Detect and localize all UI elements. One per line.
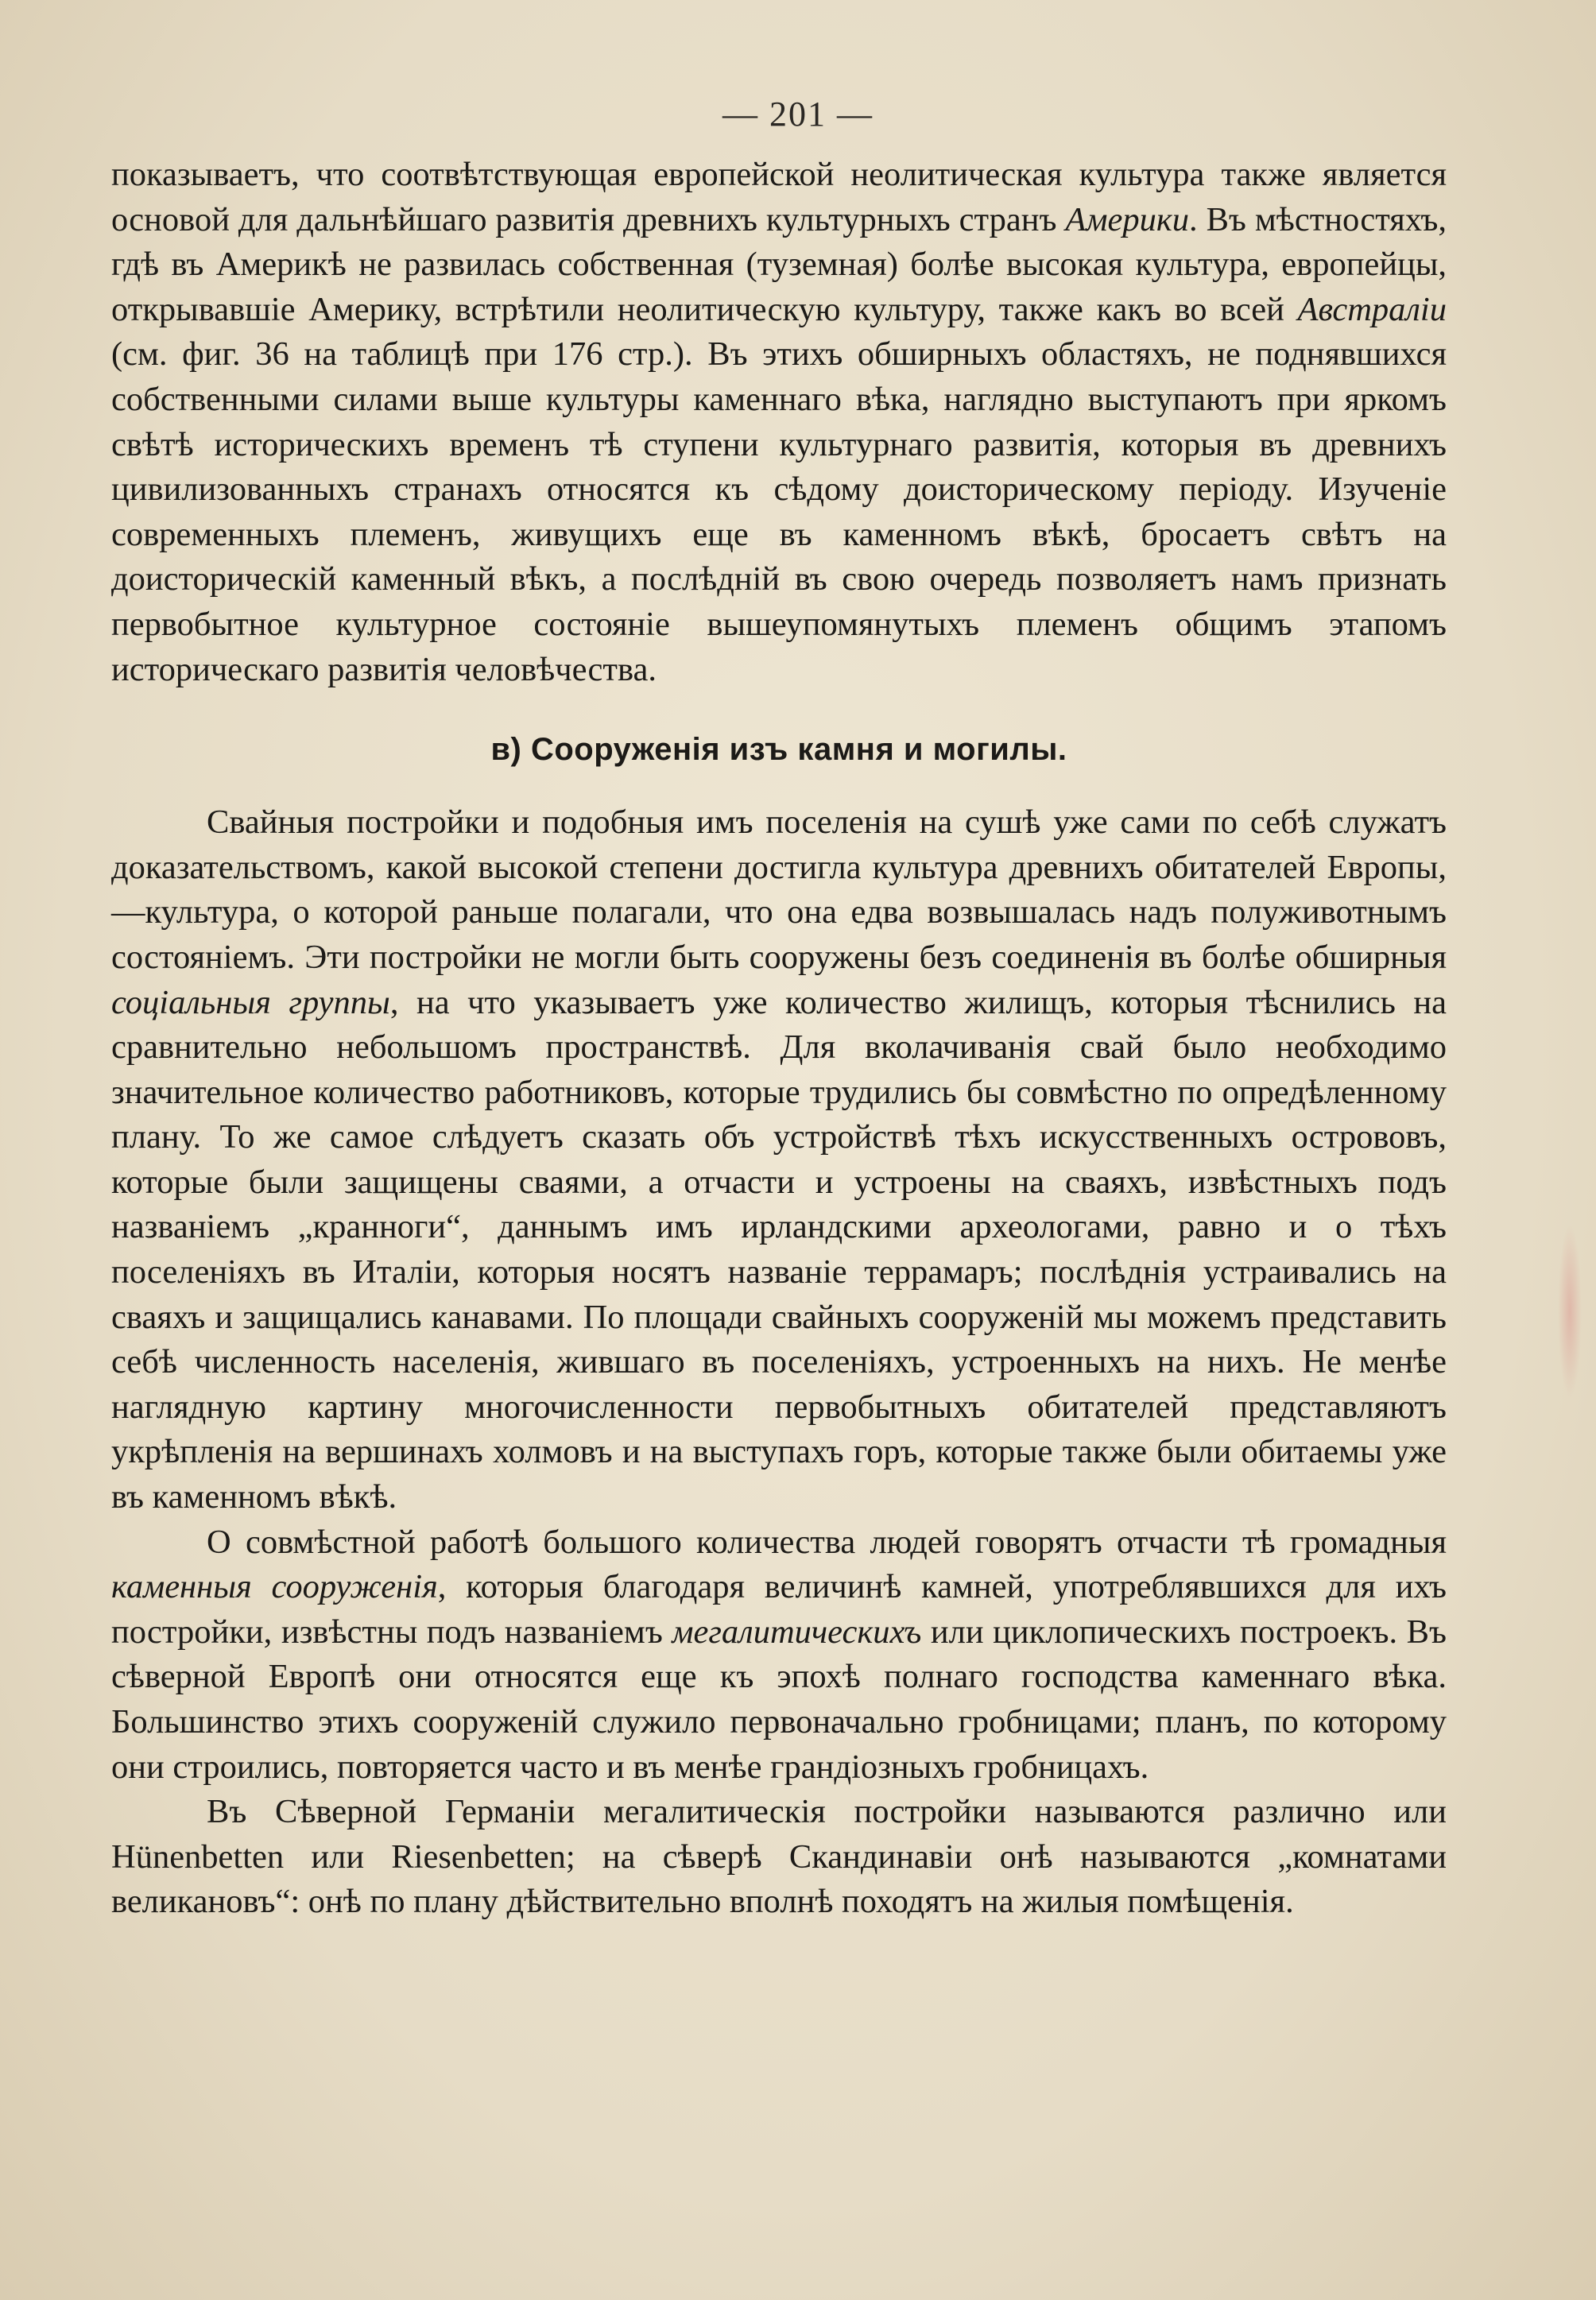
paragraph-3-emphasis-stone-structures: каменныя сооруженія xyxy=(111,1568,438,1606)
paragraph-1-text-3: (см. фиг. 36 на таблицѣ при 176 стр.). Въ этихъ обширныхъ областяхъ, не поднявшихся собственными силами выше культуры каменнаго вѣка, наглядно выступаютъ при яркомъ свѣтѣ историческихъ временъ тѣ ступени культурнаго развитія, которыя въ древнихъ цивилизованныхъ странахъ относятся къ сѣдому доисторическому періоду. Изученіе современныхъ племенъ, живущихъ еще въ каменномъ вѣкѣ, бросаетъ свѣтъ на доисторическій каменный вѣкъ, а послѣдній въ свою очередь позволяетъ намъ признать первобытное культурное состояніе вышеупомянутыхъ племенъ общимъ этапомъ историческаго развитія человѣчества. xyxy=(111,335,1447,688)
paragraph-2-text-1: Свайныя постройки и подобныя имъ поселенія на сушѣ уже сами по себѣ служатъ доказательствомъ, какой высокой степени достигла культура древнихъ обитателей Европы,—культура, о которой раньше полагали, что она едва возвышалась надъ полуживотнымъ состояніемъ. Эти постройки не могли быть сооружены безъ соединенія въ болѣе обширныя xyxy=(111,803,1447,976)
paragraph-1-text-1: показываетъ, что соотвѣтствующая европейской неолитическая культура также является основой для дальнѣйшаго развитія древнихъ культурныхъ странъ xyxy=(111,156,1447,238)
margin-stain xyxy=(1558,1224,1582,1399)
paragraph-3-emphasis-megalithic: мегалитическихъ xyxy=(672,1613,922,1651)
page-number: — 201 — xyxy=(722,95,874,134)
paragraph-4-text-1: Въ Сѣверной Германіи мегалитическія постройки называются различно или Hünenbetten или Riesenbetten; на сѣверѣ Скандинавіи онѣ называются „комнатами великановъ“: онѣ по плану дѣйствительно вполнѣ походятъ на жилыя помѣщенія. xyxy=(111,1793,1447,1921)
page-body xyxy=(111,153,1447,1925)
paragraph-2-text-2: , на что указываетъ уже количество жилищъ, которыя тѣснились на сравнительно небольшомъ пространствѣ. Для вколачиванія свай было необходимо значительное количество работниковъ, которые трудились бы совмѣстно по опредѣленному плану. То же самое слѣдуетъ сказать объ устройствѣ тѣхъ искусственныхъ острововъ, которые были защищены сваями, а отчасти и устроены на сваяхъ, извѣстныхъ подъ названіемъ „кранноги“, даннымъ имъ ирландскими археологами, равно и о тѣхъ поселеніяхъ въ Италіи, которыя носятъ названіе террамаръ; послѣднія устраивались на сваяхъ и защищались канавами. По площади свайныхъ сооруженій мы можемъ представить себѣ численность населенія, жившаго въ поселеніяхъ, устроенныхъ на нихъ. Не менѣе наглядную картину многочисленности первобытныхъ обитателей представляютъ укрѣпленія на вершинахъ холмовъ и на выступахъ горъ, которые также были обитаемы уже въ каменномъ вѣкѣ. xyxy=(111,983,1447,1516)
paragraph-4 xyxy=(111,1790,1447,1925)
paragraph-3-text-1: О совмѣстной работѣ большого количества людей говорятъ отчасти тѣ громадныя xyxy=(207,1523,1447,1561)
paragraph-2 xyxy=(111,800,1447,1520)
paragraph-3 xyxy=(111,1520,1447,1791)
paragraph-1-emphasis-australia: Австраліи xyxy=(1297,290,1447,328)
paragraph-2-emphasis-social-groups: соціальныя группы xyxy=(111,983,390,1021)
paragraph-1-emphasis-america: Америки xyxy=(1065,200,1189,238)
paragraph-3-text-2: , которыя благодаря величинѣ камней, употреблявшихся для ихъ постройки, извѣстны подъ названіемъ xyxy=(111,1568,1447,1651)
paragraph-1-text-2: . Въ мѣстностяхъ, гдѣ въ Америкѣ не развилась собственная (туземная) болѣе высокая культура, европейцы, открывавшіе Америку, встрѣтили неолитическую культуру, также какъ во всей xyxy=(111,200,1447,328)
paragraph-3-text-3: или циклопическихъ построекъ. Въ сѣверной Европѣ они относятся еще къ эпохѣ полнаго господства каменнаго вѣка. Большинство этихъ сооруженій служило первоначально гробницами; планъ, по которому они строились, повторяется часто и въ менѣе грандіозныхъ гробницахъ. xyxy=(111,1613,1447,1786)
paragraph-1 xyxy=(111,153,1447,692)
section-heading: в) Сооруженія изъ камня и могилы. xyxy=(490,732,1067,768)
